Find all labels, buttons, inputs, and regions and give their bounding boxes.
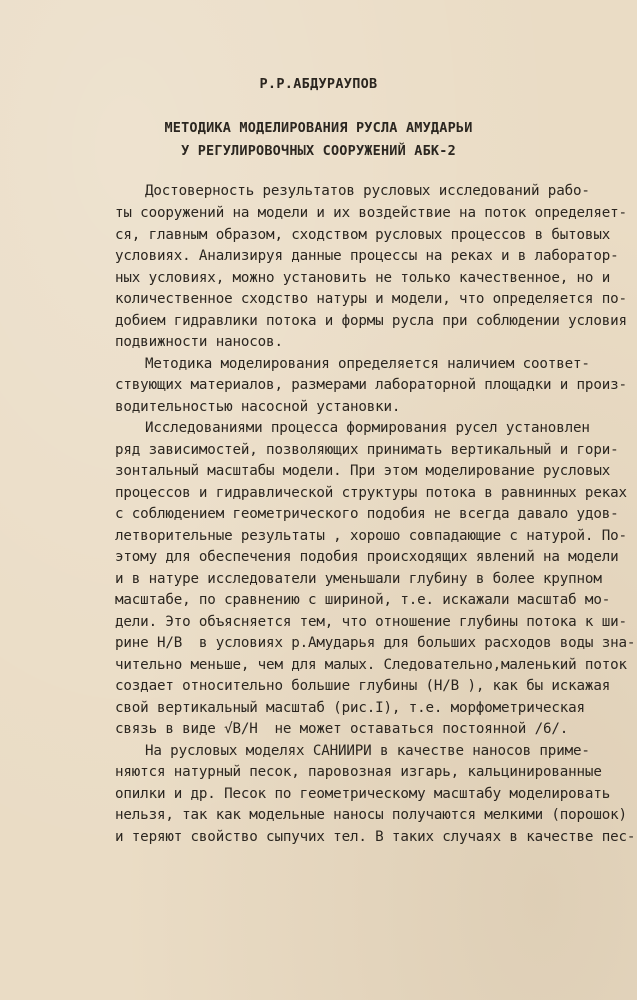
text-line: ты сооружений на модели и их воздействие на поток определяет- [115, 205, 627, 221]
text-line: Методика моделирования определяется наличием соответ- [145, 356, 590, 372]
text-line: количественное сходство натуры и модели, что определяется по- [115, 291, 627, 307]
text-line: добием гидравлики потока и формы русла при соблюдении условия [115, 313, 627, 329]
text-line: процессов и гидравлической структуры потока в равнинных реках [115, 485, 627, 501]
text-line: создает относительно большие глубины (Н/В ), как бы искажая [115, 678, 611, 694]
text-line: подвижности наносов. [115, 334, 283, 350]
text-line: и теряют свойство сыпучих тел. В таких случаях в качестве пес- [115, 829, 636, 845]
text-line: свой вертикальный масштаб (рис.I), т.е. морфометрическая [115, 700, 585, 716]
text-line: На русловых моделях САНИИРИ в качестве наносов приме- [145, 743, 590, 759]
text-line: связь в виде √В/Н не может оставаться постоянной /6/. [115, 721, 569, 737]
text-line: ствующих материалов, размерами лабораторной площадки и произ- [115, 377, 627, 393]
text-line: ся, главным образом, сходством русловых процессов в бытовых [115, 227, 611, 243]
text-line: и в натуре исследователи уменьшали глубину в более крупном [115, 571, 602, 587]
text-line: условиях. Анализируя данные процессы на реках и в лаборатор- [115, 248, 619, 264]
text-line: Достоверность результатов русловых исследований рабо- [145, 183, 590, 199]
text-line: няются натурный песок, паровозная изгарь, кальцинированные [115, 764, 602, 780]
author-name: Р.Р.АБДУРАУПОВ [259, 76, 378, 92]
text-line: опилки и др. Песок по геометрическому масштабу моделировать [115, 786, 611, 802]
text-line: этому для обеспечения подобия происходящих явлений на модели [115, 549, 619, 565]
text-line: водительностью насосной установки. [115, 399, 401, 415]
text-line: с соблюдением геометрического подобия не всегда давало удов- [115, 506, 619, 522]
text-line: ных условиях, можно установить не только качественное, но и [115, 270, 611, 286]
title-line-2: У РЕГУЛИРОВОЧНЫХ СООРУЖЕНИЙ АБК-2 [181, 143, 456, 159]
text-line: масштабе, по сравнению с шириной, т.е. искажали масштаб мо- [115, 592, 611, 608]
text-line: нельзя, так как модельные наносы получаются мелкими (порошок) [115, 807, 627, 823]
text-line: Исследованиями процесса формирования русел установлен [145, 420, 590, 436]
text-line: ряд зависимостей, позволяющих принимать вертикальный и гори- [115, 442, 619, 458]
text-line: рине Н/В в условиях р.Амударья для больших расходов воды зна- [115, 635, 636, 651]
title-line-1: МЕТОДИКА МОДЕЛИРОВАНИЯ РУСЛА АМУДАРЬИ [164, 120, 473, 136]
text-line: зонтальный масштабы модели. При этом моделирование русловых [115, 463, 611, 479]
text-line: чительно меньше, чем для малых. Следовательно,маленький поток [115, 657, 627, 673]
text-line: дели. Это объясняется тем, что отношение глубины потока к ши- [115, 614, 627, 630]
text-line: летворительные результаты , хорошо совпадающие с натурой. По- [115, 528, 627, 544]
